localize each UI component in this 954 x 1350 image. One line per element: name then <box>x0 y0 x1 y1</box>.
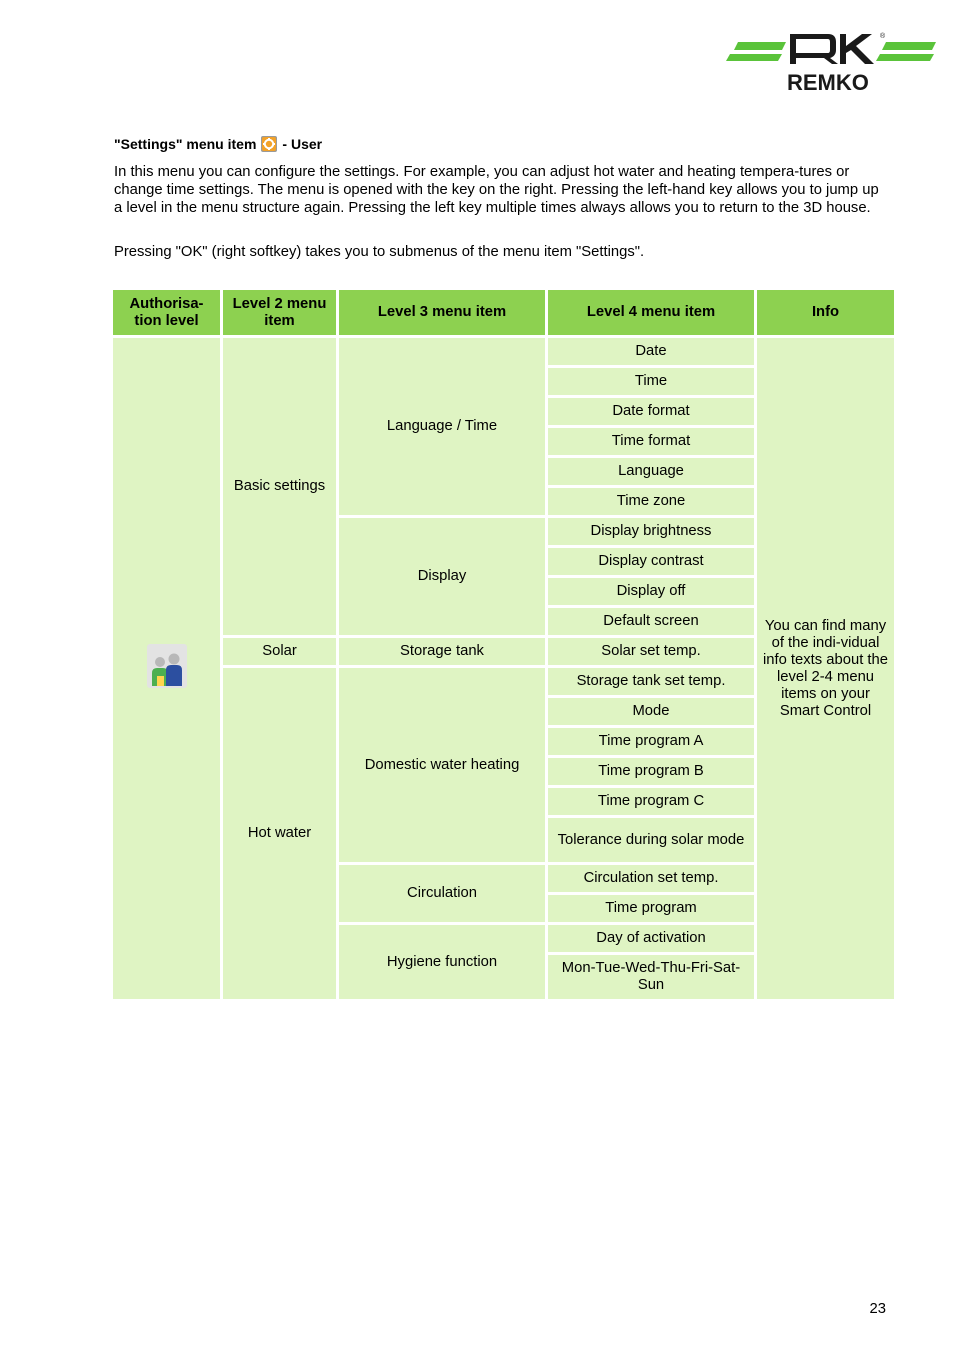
level4-item: Date <box>548 338 754 365</box>
section-title-prefix: "Settings" menu item <box>114 136 257 152</box>
level4-item: Default screen <box>548 608 754 635</box>
logo-text: REMKO <box>787 70 869 94</box>
level3-language-time: Language / Time <box>339 338 545 515</box>
level4-item: Display brightness <box>548 518 754 545</box>
header-level-2: Level 2 menu item <box>223 290 336 335</box>
level3-domestic-water-heating: Domestic water heating <box>339 668 545 862</box>
level4-item: Time <box>548 368 754 395</box>
level4-item: Time program A <box>548 728 754 755</box>
authorisation-cell <box>113 338 220 999</box>
header-authorisation-level: Authorisa-tion level <box>113 290 220 335</box>
header-level-3: Level 3 menu item <box>339 290 545 335</box>
level4-item: Day of activation <box>548 925 754 952</box>
level4-item: Time program B <box>548 758 754 785</box>
level3-hygiene-function: Hygiene function <box>339 925 545 999</box>
level4-item: Solar set temp. <box>548 638 754 665</box>
level3-circulation: Circulation <box>339 865 545 922</box>
level3-storage-tank: Storage tank <box>339 638 545 665</box>
table-row <box>113 338 894 365</box>
header-level-4: Level 4 menu item <box>548 290 754 335</box>
level4-item: Tolerance during solar mode <box>548 818 754 862</box>
level2-hot-water: Hot water <box>223 668 336 999</box>
level2-basic-settings: Basic settings <box>223 338 336 635</box>
level3-display: Display <box>339 518 545 635</box>
header-info: Info <box>757 290 894 335</box>
level4-item: Display off <box>548 578 754 605</box>
level4-item: Date format <box>548 398 754 425</box>
svg-text:®: ® <box>880 33 886 40</box>
section-title <box>114 135 322 153</box>
intro-paragraph: In this menu you can configure the settings. For example, you can adjust hot water and heating tempera-tures or change time settings. The menu is opened with the key on the right. Pressing the left-hand key allows you to jump up a level in the menu structure again. Pressing the left key multiple times always allows you to return to the 3D house. <box>114 164 879 216</box>
level4-item: Time zone <box>548 488 754 515</box>
level4-item: Display contrast <box>548 548 754 575</box>
settings-icon <box>261 136 277 152</box>
settings-menu-table <box>110 287 897 1002</box>
level4-item: Circulation set temp. <box>548 865 754 892</box>
table-header-row <box>113 290 894 335</box>
page-number: 23 <box>869 1301 886 1317</box>
info-cell: You can find many of the indi-vidual info texts about the level 2-4 menu items on your Smart Control <box>757 338 894 999</box>
level4-item: Language <box>548 458 754 485</box>
level4-item: Time program <box>548 895 754 922</box>
level4-item: Time program C <box>548 788 754 815</box>
section-title-suffix: - User <box>282 136 323 152</box>
level4-item: Storage tank set temp. <box>548 668 754 695</box>
ok-paragraph: Pressing "OK" (right softkey) takes you to submenus of the menu item "Settings". <box>114 244 645 260</box>
level4-item: Mon-Tue-Wed-Thu-Fri-Sat-Sun <box>548 955 754 999</box>
users-icon <box>147 644 187 688</box>
level2-solar: Solar <box>223 638 336 665</box>
level4-item: Time format <box>548 428 754 455</box>
remko-logo <box>724 28 938 94</box>
level4-item: Mode <box>548 698 754 725</box>
